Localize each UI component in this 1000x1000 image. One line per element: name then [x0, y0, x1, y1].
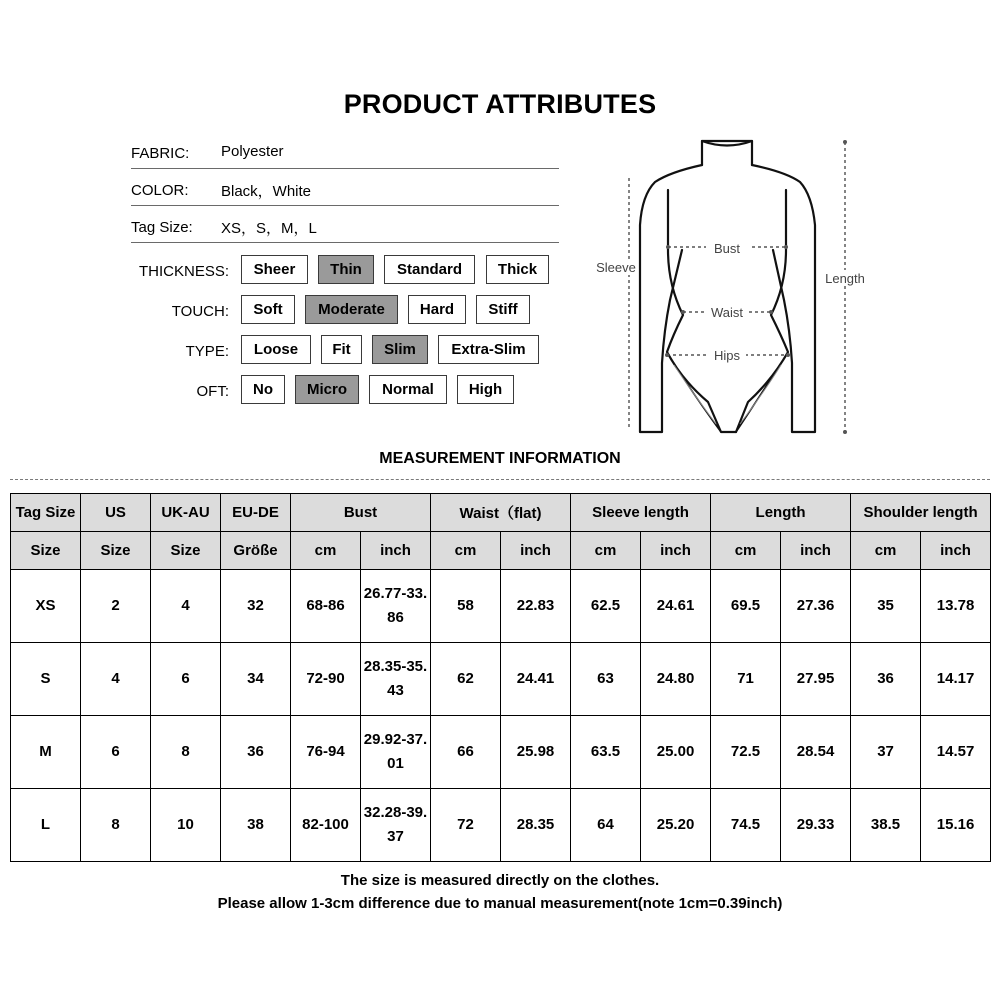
table-cell: 6 — [151, 643, 221, 716]
table-cell: 24.41 — [501, 643, 571, 716]
table-subheader-cell: Größe — [221, 532, 291, 570]
type-option-fit: Fit — [321, 335, 362, 364]
table-subheader-cell: inch — [641, 532, 711, 570]
attribute-label: FABRIC: — [131, 145, 190, 162]
table-cell: 66 — [431, 716, 501, 789]
table-cell: 8 — [81, 789, 151, 862]
table-cell: S — [11, 643, 81, 716]
measurement-title: MEASUREMENT INFORMATION — [379, 450, 621, 467]
touch-option-hard: Hard — [408, 295, 466, 324]
table-cell: 62 — [431, 643, 501, 716]
table-cell: 2 — [81, 570, 151, 643]
table-cell: 13.78 — [921, 570, 991, 643]
table-cell: 4 — [151, 570, 221, 643]
sleeve-label: Sleeve — [596, 260, 636, 275]
bodysuit-outline-icon — [640, 141, 815, 432]
attribute-row-fabric — [131, 132, 559, 169]
table-cell: 34 — [221, 643, 291, 716]
table-cell: 38.5 — [851, 789, 921, 862]
table-cell: 10 — [151, 789, 221, 862]
table-subheader-cell: cm — [431, 532, 501, 570]
table-subheader-cell: cm — [711, 532, 781, 570]
table-header-cell: Waist（flat) — [431, 494, 571, 532]
table-cell: 63 — [571, 643, 641, 716]
table-header-cell: Length — [711, 494, 851, 532]
length-label: Length — [825, 271, 865, 286]
type-option-slim: Slim — [372, 335, 428, 364]
table-cell: 24.80 — [641, 643, 711, 716]
table-subheader-cell: inch — [921, 532, 991, 570]
table-subheader-row — [11, 532, 991, 570]
table-cell: 14.17 — [921, 643, 991, 716]
table-cell: 28.35-35.43 — [361, 643, 431, 716]
table-cell: 82-100 — [291, 789, 361, 862]
size-chart-table — [10, 493, 991, 862]
table-subheader-cell: inch — [781, 532, 851, 570]
type-label: TYPE: — [185, 343, 229, 360]
note-line-2: Please allow 1-3cm difference due to manual measurement(note 1cm=0.39inch) — [217, 895, 783, 912]
table-header-cell: US — [81, 494, 151, 532]
thickness-label: THICKNESS: — [138, 263, 229, 280]
table-cell: 15.16 — [921, 789, 991, 862]
attribute-value: XS，S，M，L — [221, 220, 317, 237]
attribute-value: Black，White — [221, 183, 312, 200]
table-cell: M — [11, 716, 81, 789]
thickness-option-standard: Standard — [384, 255, 475, 284]
table-cell: L — [11, 789, 81, 862]
oft-label: OFT: — [196, 383, 229, 400]
table-subheader-cell: inch — [361, 532, 431, 570]
table-cell: 25.20 — [641, 789, 711, 862]
table-cell: 22.83 — [501, 570, 571, 643]
table-cell: 32 — [221, 570, 291, 643]
hips-label: Hips — [713, 348, 741, 363]
table-row — [11, 570, 991, 643]
table-header-row — [11, 494, 991, 532]
table-cell: 35 — [851, 570, 921, 643]
table-header-cell: Bust — [291, 494, 431, 532]
table-cell: 29.33 — [781, 789, 851, 862]
table-cell: 8 — [151, 716, 221, 789]
table-cell: 62.5 — [571, 570, 641, 643]
table-cell: 28.35 — [501, 789, 571, 862]
table-cell: 72 — [431, 789, 501, 862]
waist-label: Waist — [710, 305, 744, 320]
table-cell: 27.95 — [781, 643, 851, 716]
table-cell: 69.5 — [711, 570, 781, 643]
table-cell: 24.61 — [641, 570, 711, 643]
table-row — [11, 643, 991, 716]
table-subheader-cell: inch — [501, 532, 571, 570]
table-cell: 72-90 — [291, 643, 361, 716]
table-cell: 29.92-37.01 — [361, 716, 431, 789]
table-subheader-cell: Size — [81, 532, 151, 570]
oft-option-no: No — [241, 375, 285, 404]
table-header-cell: UK-AU — [151, 494, 221, 532]
touch-option-stiff: Stiff — [476, 295, 530, 324]
note-line-1: The size is measured directly on the clothes. — [340, 872, 660, 889]
table-cell: 26.77-33.86 — [361, 570, 431, 643]
dashed-divider — [10, 479, 990, 480]
table-cell: XS — [11, 570, 81, 643]
table-cell: 72.5 — [711, 716, 781, 789]
table-cell: 25.98 — [501, 716, 571, 789]
table-subheader-cell: cm — [571, 532, 641, 570]
table-cell: 28.54 — [781, 716, 851, 789]
touch-option-soft: Soft — [241, 295, 295, 324]
table-cell: 14.57 — [921, 716, 991, 789]
table-cell: 64 — [571, 789, 641, 862]
table-subheader-cell: cm — [291, 532, 361, 570]
table-cell: 76-94 — [291, 716, 361, 789]
attribute-label: Tag Size: — [131, 219, 193, 236]
table-subheader-cell: cm — [851, 532, 921, 570]
page-title: PRODUCT ATTRIBUTES — [343, 89, 657, 119]
table-cell: 6 — [81, 716, 151, 789]
thickness-option-thick: Thick — [486, 255, 549, 284]
thickness-option-sheer: Sheer — [241, 255, 308, 284]
table-header-cell: Sleeve length — [571, 494, 711, 532]
table-row — [11, 716, 991, 789]
table-header-cell: Tag Size — [11, 494, 81, 532]
table-cell: 32.28-39.37 — [361, 789, 431, 862]
table-cell: 36 — [851, 643, 921, 716]
type-option-loose: Loose — [241, 335, 311, 364]
table-cell: 36 — [221, 716, 291, 789]
table-header-cell: Shoulder length — [851, 494, 991, 532]
table-row — [11, 789, 991, 862]
attribute-row-color — [131, 169, 559, 206]
table-subheader-cell: Size — [11, 532, 81, 570]
table-subheader-cell: Size — [151, 532, 221, 570]
oft-option-micro: Micro — [295, 375, 359, 404]
touch-option-moderate: Moderate — [305, 295, 398, 324]
table-cell: 74.5 — [711, 789, 781, 862]
attribute-label: COLOR: — [131, 182, 189, 199]
attribute-row-tag-size — [131, 206, 559, 243]
oft-option-normal: Normal — [369, 375, 447, 404]
bust-label: Bust — [713, 241, 741, 256]
table-cell: 71 — [711, 643, 781, 716]
measurement-dots-icon — [665, 140, 847, 434]
bodysuit-measurement-diagram — [590, 130, 880, 440]
table-cell: 27.36 — [781, 570, 851, 643]
table-cell: 37 — [851, 716, 921, 789]
table-cell: 63.5 — [571, 716, 641, 789]
thickness-option-thin: Thin — [318, 255, 374, 284]
table-cell: 68-86 — [291, 570, 361, 643]
table-cell: 4 — [81, 643, 151, 716]
table-cell: 38 — [221, 789, 291, 862]
bodysuit-shading-icon — [674, 365, 781, 424]
table-cell: 58 — [431, 570, 501, 643]
table-header-cell: EU-DE — [221, 494, 291, 532]
table-cell: 25.00 — [641, 716, 711, 789]
attribute-value: Polyester — [221, 143, 284, 160]
touch-label: TOUCH: — [171, 303, 229, 320]
oft-option-high: High — [457, 375, 514, 404]
type-option-extra-slim: Extra-Slim — [438, 335, 539, 364]
